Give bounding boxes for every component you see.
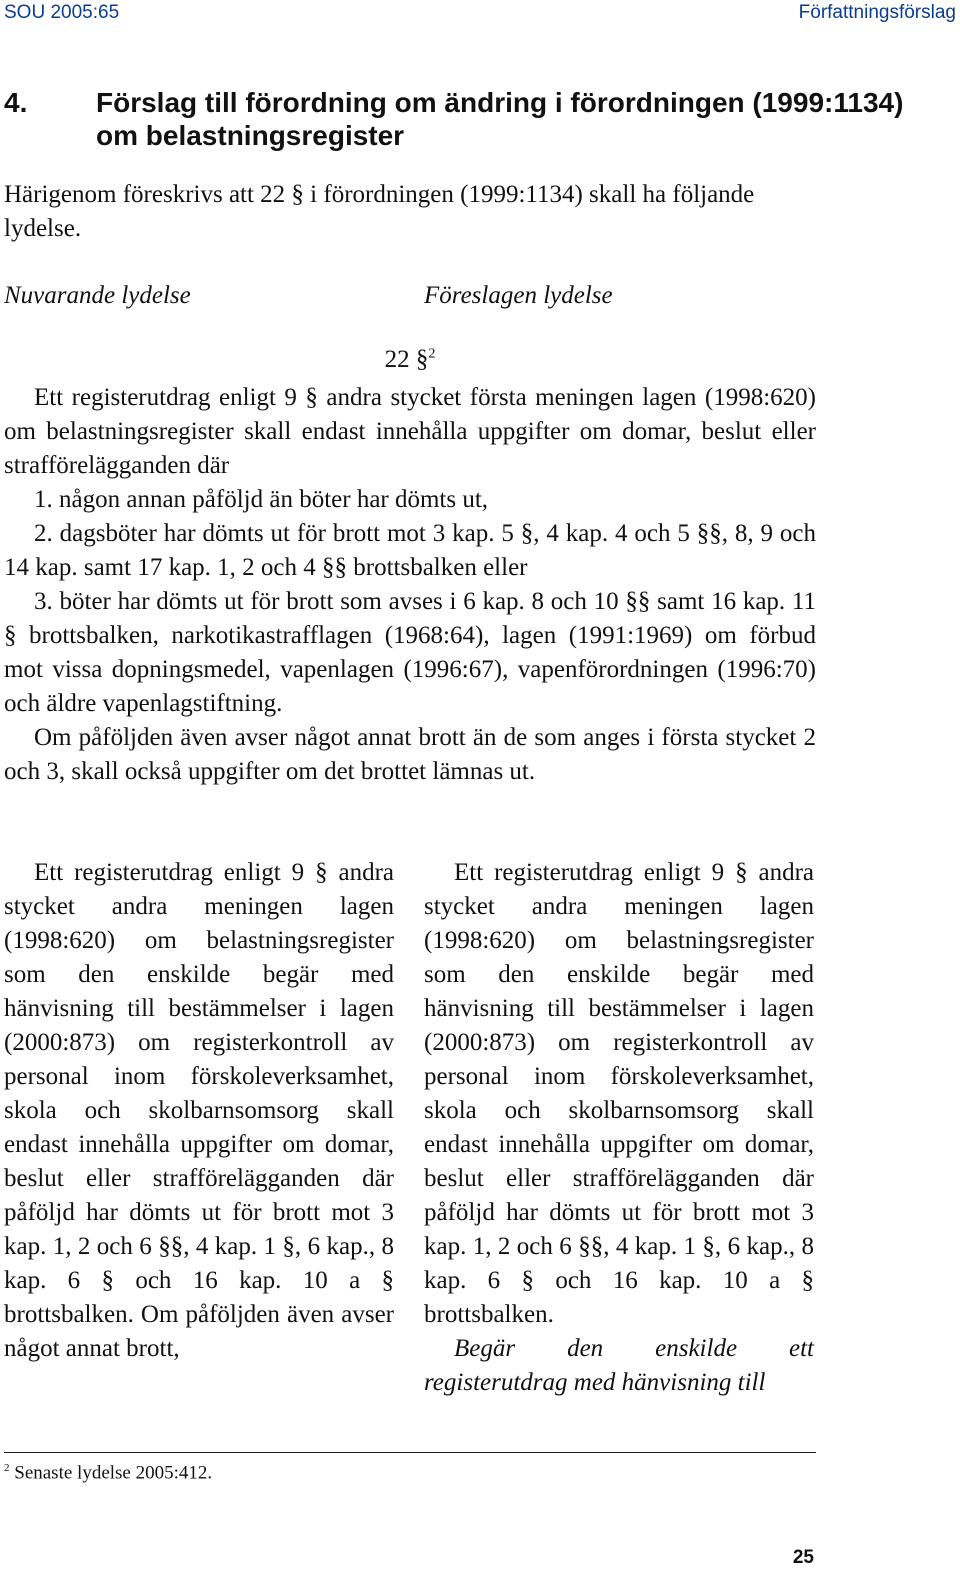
footnote-text: Senaste lydelse 2005:412. — [14, 1462, 213, 1484]
list-item-3: 3. böter har dömts ut för brott som avses i 6 kap. 8 och 10 §§ samt 16 kap. 11 § brottsbalken, narkotikastrafflagen (1968:64), lagen (1991:1969) om förbud mot vissa dopningsmedel, vapenlagen (1996:67), vapenförordningen (1996:70) och äldre vapenlagstiftning. — [4, 588, 816, 717]
title-text: Förslag till förordning om ändring i förordningen (1999:1134) om belastningsregister — [96, 87, 904, 151]
intro-paragraph: Härigenom föreskrivs att 22 § i förordningen (1999:1134) skall ha följande lydelse. — [4, 181, 755, 242]
proposed-wording-italic: Begär den enskilde ett registerutdrag med hänvisning till — [424, 1335, 814, 1396]
current-wording-heading: Nuvarande lydelse — [4, 282, 191, 309]
list-item-1: 1. någon annan påföljd än böter har dömts ut, — [34, 486, 489, 513]
paragraph-second: Om påföljden även avser något annat brott än de som anges i första stycket 2 och 3, skall också uppgifter om det brottet lämnas ut. — [4, 724, 816, 785]
footnote-divider — [4, 1452, 816, 1453]
section-header: Författningsförslag — [798, 2, 956, 23]
footnote-reference: 2 — [428, 346, 436, 362]
section-heading — [4, 346, 816, 374]
proposed-wording-text: Ett registerutdrag enligt 9 § andra stycket andra meningen lagen (1998:620) om belastningsregister som den enskilde begär med hänvisning till bestämmelser i lagen (2000:873) om registerkontroll av personal inom förskoleverksamhet, skola och skolbarnsomsorg skall endast innehålla uppgifter om domar, beslut eller strafförelägganden där påföljd har dömts ut för brott mot 3 kap. 1, 2 och 6 §§, 4 kap. 1 §, 6 kap., 8 kap. 6 § och 16 kap. 10 a § brottsbalken. — [424, 859, 814, 1328]
title-number: 4. — [4, 87, 28, 118]
common-text — [4, 381, 816, 789]
proposed-wording-column — [424, 856, 814, 1400]
list-item-2: 2. dagsböter har dömts ut för brott mot 3 kap. 5 §, 4 kap. 4 och 5 §§, 8, 9 och 14 kap. samt 17 kap. 1, 2 och 4 §§ brottsbalken eller — [4, 520, 816, 581]
current-wording-column — [4, 856, 394, 1366]
proposed-wording-heading: Föreslagen lydelse — [424, 282, 613, 309]
document-id: SOU 2005:65 — [4, 2, 120, 23]
section-label: 22 § — [384, 346, 429, 373]
page-number: 25 — [792, 1547, 814, 1568]
paragraph-first: Ett registerutdrag enligt 9 § andra stycket första meningen lagen (1998:620) om belastningsregister skall endast innehålla uppgifter om domar, beslut eller strafförelägganden där — [4, 384, 816, 479]
footnote — [4, 1462, 212, 1484]
footnote-marker: 2 — [4, 1462, 10, 1474]
current-wording-text: Ett registerutdrag enligt 9 § andra stycket andra meningen lagen (1998:620) om belastningsregister som den enskilde begär med hänvisning till bestämmelser i lagen (2000:873) om registerkontroll av personal inom förskoleverksamhet, skola och skolbarnsomsorg skall endast innehålla uppgifter om domar, beslut eller strafförelägganden där påföljd har dömts ut för brott mot 3 kap. 1, 2 och 6 §§, 4 kap. 1 §, 6 kap., 8 kap. 6 § och 16 kap. 10 a § brottsbalken. Om påföljden även avser något annat brott, — [4, 859, 394, 1362]
